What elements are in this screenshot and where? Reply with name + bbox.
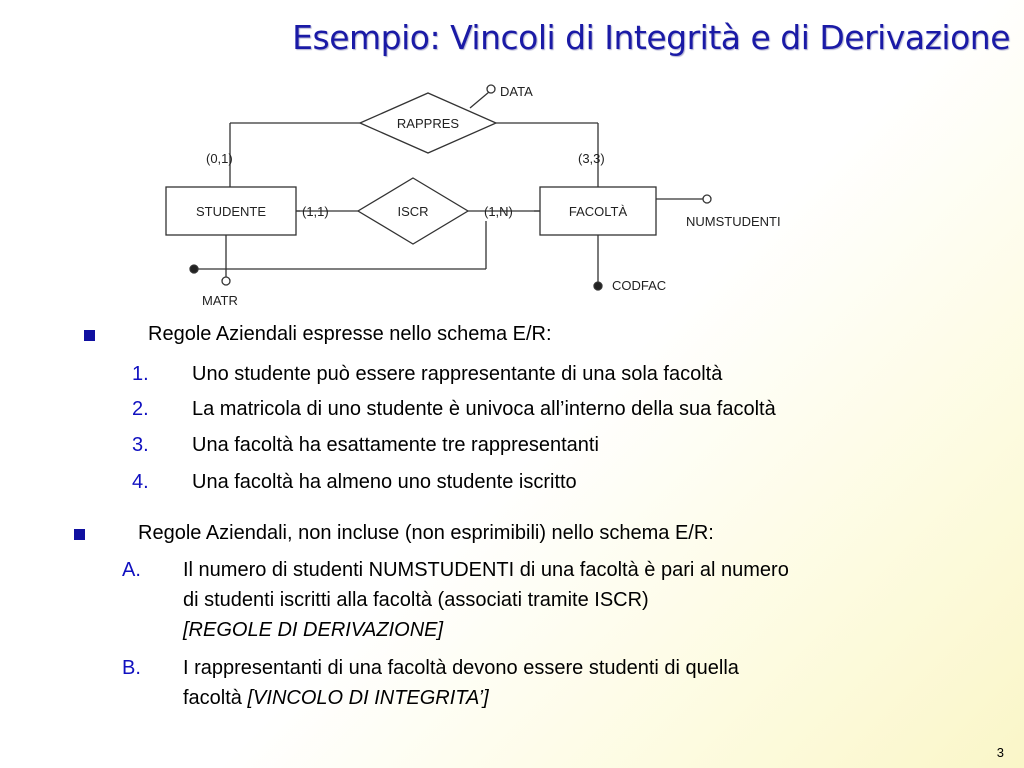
list-item-line: di studenti iscritti alla facoltà (associati tramite ISCR) [183,589,649,611]
list-item-marker: A. [122,559,141,581]
attribute-matr-dot [222,277,230,285]
attribute-data-dot [487,85,495,93]
attribute-data-label: DATA [500,84,533,99]
attribute-codfac-dot [594,282,602,290]
attribute-numstudenti-label: NUMSTUDENTI [686,214,781,229]
relationship-rappres-label: RAPPRES [396,116,460,131]
identifier-dot [190,265,198,273]
cardinality-studente-iscr: (1,1) [302,204,329,219]
page-number: 3 [996,745,1004,760]
list-item-text: facoltà [183,687,242,709]
derivation-rule-tag: [REGOLE DI DERIVAZIONE] [183,619,444,641]
integrity-constraint-tag: [VINCOLO DI INTEGRITA’] [247,687,489,709]
cardinality-facolta-iscr: (1,N) [484,204,513,219]
list-item-line [183,687,489,710]
list-item-marker: 4. [132,471,149,493]
section2-heading: Regole Aziendali, non incluse (non esprimibili) nello schema E/R: [138,522,714,544]
list-item-line: I rappresentanti di una facoltà devono essere studenti di quella [183,657,739,679]
relationship-iscr-label: ISCR [397,204,429,219]
entity-studente-label: STUDENTE [195,204,267,219]
list-item: Una facoltà ha almeno uno studente iscritto [192,471,577,493]
attribute-matr-label: MATR [202,293,238,308]
er-diagram [150,75,830,315]
section1-heading: Regole Aziendali espresse nello schema E/R: [148,323,552,345]
list-item-marker: 1. [132,363,149,385]
bullet-square-icon [74,529,85,540]
attribute-numstudenti-dot [703,195,711,203]
cardinality-facolta-rappres: (3,3) [578,151,605,166]
entity-facolta-label: FACOLTÀ [568,204,628,219]
cardinality-studente-rappres: (0,1) [206,151,233,166]
attribute-codfac-label: CODFAC [612,278,667,293]
list-item-marker: 3. [132,434,149,456]
list-item: La matricola di uno studente è univoca all’interno della sua facoltà [192,398,776,420]
list-item-marker: B. [122,657,141,679]
list-item: Uno studente può essere rappresentante di una sola facoltà [192,363,723,385]
list-item: Una facoltà ha esattamente tre rappresentanti [192,434,599,456]
line-rappres-data [470,92,489,108]
list-item-marker: 2. [132,398,149,420]
list-item-line: Il numero di studenti NUMSTUDENTI di una facoltà è pari al numero [183,559,789,581]
bullet-square-icon [84,330,95,341]
slide-title: Esempio: Vincoli di Integrità e di Derivazione [292,18,1010,57]
